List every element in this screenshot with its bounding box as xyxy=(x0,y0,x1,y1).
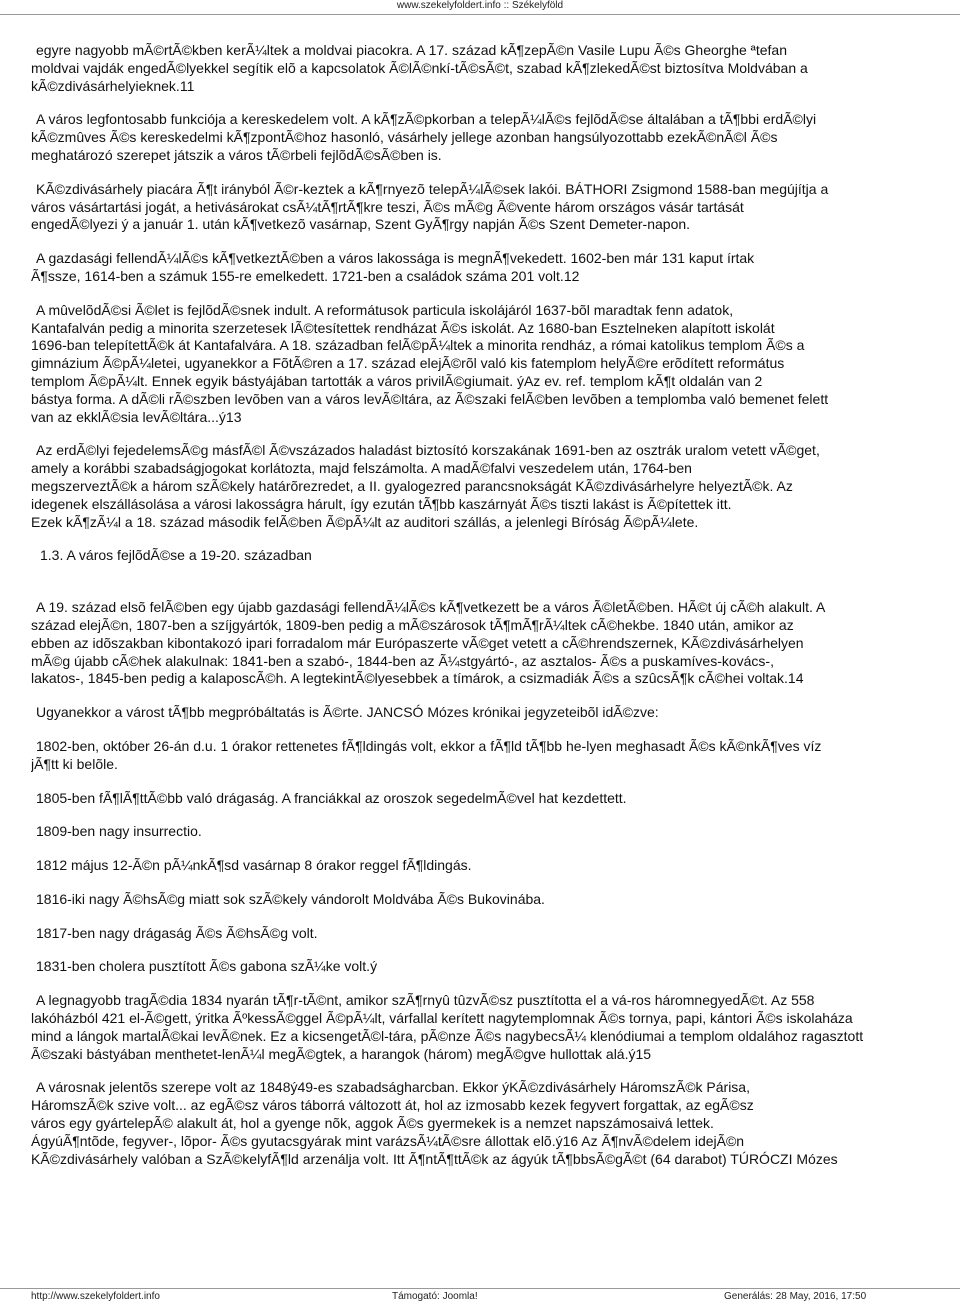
text-line: város vásártartási jogát, a hetivásárokat csÃ¼tÃ¶rtÃ¶kre teszi, Ã©s mÃ©g Ã©vente három országos vásár tartását xyxy=(31,198,744,215)
text-line: A gazdasági fellendÃ¼lÃ©s kÃ¶vetkeztÃ©ben a város lakossága is megnÃ¶vekedett. 1602-ben már 131 kaput írtak xyxy=(36,250,755,267)
text-line: 1809-ben nagy insurrectio. xyxy=(36,823,202,840)
text-line: Ã©szaki bástyában menthetet-lenÃ¼l megÃ©gtek, a harangok (három) megÃ©gve hullottak alá.ý15 xyxy=(31,1045,652,1062)
text-line: mind a lángok martalÃ©kai levÃ©nek. Ez a kicsengetÃ©l-tára, pÃ©nze Ã©s nagybecsÃ¼ klenódiumai a templom oldalához ragasztott xyxy=(31,1027,864,1044)
page-header xyxy=(0,0,960,14)
text-line: gimnázium Ã©pÃ¼letei, ugyanekkor a FõtÃ©ren a 17. század elejÃ©rõl való kis fatemplom helyÃ©re erõdített református xyxy=(31,355,785,372)
footer-generated-date: Generálás: 28 May, 2016, 17:50 xyxy=(724,1291,867,1302)
paragraph xyxy=(31,302,960,427)
footer-url-link[interactable]: http://www.szekelyfoldert.info xyxy=(31,1291,160,1302)
text-line: moldvai vajdák engedÃ©lyekkel segítik elõ a kapcsolatok Ã©lÃ©nkí-tÃ©sÃ©t, szabad kÃ¶zlekedÃ©st biztosítva Moldvában a xyxy=(31,59,808,76)
text-line: van az ekklÃ©sia levÃ©ltára...ý13 xyxy=(31,408,242,425)
paragraph xyxy=(31,42,960,95)
text-line: Ã¶ssze, 1614-ben a számuk 155-re emelkedett. 1721-ben a családok száma 201 volt.12 xyxy=(31,267,580,284)
text-line: A 19. század elsõ felÃ©ben egy újabb gazdasági fellendÃ¼lÃ©s kÃ¶vetkezett be a város Ã©letÃ©ben. HÃ©t új cÃ©h alakult. A xyxy=(36,599,826,616)
text-line: lakóházból 421 el-Ã©gett, ýritka ÃºkessÃ©ggel Ã©pÃ¼lt, várfallal kerített nagytemplomnak Ã©s tornya, papi, kántori Ã©s iskolaháza xyxy=(31,1010,853,1027)
text-line: A város legfontosabb funkciója a kereskedelem volt. A kÃ¶zÃ©pkorban a telepÃ¼lÃ©s fejlõdÃ©se általában a tÃ¶bbi erdÃ©lyi xyxy=(36,111,817,128)
footer-sponsor: Támogató: Joomla! xyxy=(392,1291,478,1302)
text-line: 1816-iki nagy Ã©hsÃ©g miatt sok szÃ©kely vándorolt Moldvába Ã©s Bukovinába. xyxy=(36,890,545,907)
text-line: 1805-ben fÃ¶lÃ¶ttÃ©bb való drágaság. A franciákkal az oroszok segedelmÃ©vel hat kezdettett. xyxy=(36,789,627,806)
paragraph xyxy=(31,442,960,531)
text-line: KÃ©zdivásárhely piacára Ã¶t irányból Ã©r-keztek a kÃ¶rnyezõ telepÃ¼lÃ©sek lakói. BÁTHORI Zsigmond 1588-ban megújítja a xyxy=(36,180,829,197)
paragraph xyxy=(31,704,960,722)
article-body xyxy=(31,42,960,1184)
text-line: 1696-ban telepítettÃ©k át Kantafalvára. A 18. században felÃ©pÃ¼ltek a minorita rendház, a római katolikus templom Ã©s a xyxy=(31,337,805,354)
text-line: amely a korábbi szabadságjogokat korlátozta, majd felszámolta. A madÃ©falvi veszedelem után, 1764-ben xyxy=(31,460,692,477)
site-link[interactable]: www.szekelyfoldert.info :: Székelyföld xyxy=(396,0,564,11)
paragraph xyxy=(31,857,960,875)
text-line: kÃ©zmûves Ã©s kereskedelmi kÃ¶zpontÃ©hoz hasonló, vásárhely jellege azonban hangsúlyozottabb ezekÃ©nÃ©l Ã©s xyxy=(31,129,778,146)
text-line: HáromszÃ©k szive volt... az egÃ©sz város táborrá változott át, hol az izmosabb kezek fegyvert forgattak, az egÃ©sz xyxy=(31,1097,754,1114)
header-divider xyxy=(0,14,960,15)
paragraph xyxy=(31,738,960,774)
text-line: 1817-ben nagy drágaság Ã©s Ã©hsÃ©g volt. xyxy=(36,924,318,941)
text-line: KÃ©zdivásárhely valóban a SzÃ©kelyfÃ¶ld arzenálja volt. Itt Ã¶ntÃ¶ttÃ©k az ágyúk tÃ¶bbsÃ©gÃ©t (64 darabot) TÚRÓCZI Mózes xyxy=(31,1150,838,1167)
text-line: templom Ã©pÃ¼lt. Ennek egyik bástyájában tartották a város privilÃ©giumait. ýAz ev. ref. templom kÃ¶t oldalán van 2 xyxy=(31,372,763,389)
paragraph xyxy=(31,925,960,943)
paragraph xyxy=(31,823,960,841)
text-line: Ezek kÃ¶zÃ¼l a 18. század második felÃ©ben Ã©pÃ¼lt az auditori szállás, a jelenlegi Bíróság Ã©pÃ¼lete. xyxy=(31,513,699,530)
text-line: század elejÃ©n, 1807-ben a szíjgyártók, 1809-ben pedig a mÃ©szárosok tÃ¶mÃ¶rÃ¼ltek cÃ©hekbe. 1840 után, amikor az xyxy=(31,616,794,633)
paragraph xyxy=(31,1079,960,1168)
paragraph xyxy=(31,599,960,688)
text-line: bástya forma. A dÃ©li rÃ©szben levõben van a város levÃ©ltára, az Ã©szaki felÃ©ben levõben a templomba való bemenet felett xyxy=(31,390,829,407)
text-line: engedÃ©lyezi ý a január 1. után kÃ¶vetkezõ vasárnap, Szent GyÃ¶rgy napján Ã©s Szent Demeter-napon. xyxy=(31,216,691,233)
text-line: ÁgyúÃ¶ntõde, fegyver-, lõpor- Ã©s gyutacsgyárak mint varázsÃ¼tÃ©sre állottak elõ.ý16 Az Ã¶nvÃ©delem idejÃ©n xyxy=(31,1132,745,1149)
text-line: A városnak jelentõs szerepe volt az 1848ý49-es szabadságharcban. Ekkor ýKÃ©zdivásárhely HáromszÃ©k Párisa, xyxy=(36,1079,750,1096)
paragraph xyxy=(31,111,960,164)
text-line: A legnagyobb tragÃ©dia 1834 nyarán tÃ¶r-tÃ©nt, amikor szÃ¶rnyû tûzvÃ©sz pusztította el a vá-ros háromnegyedÃ©t. Az 558 xyxy=(36,992,815,1009)
text-line: Kantafalván pedig a minorita szerzetesek lÃ©tesítettek rendházat Ã©s iskolát. Az 1680-ban Esztelneken alapított iskolát xyxy=(31,319,775,336)
text-line: kÃ©zdivásárhelyieknek.11 xyxy=(31,77,195,94)
text-line: A mûvelõdÃ©si Ã©let is fejlõdÃ©snek indult. A reformátusok particula iskolájáról 1637-bõl maradtak fenn adatok, xyxy=(36,301,734,318)
paragraph xyxy=(31,790,960,808)
text-line: Ugyanekkor a várost tÃ¶bb megpróbáltatás is Ã©rte. JANCSÓ Mózes krónikai jegyzeteibõl idÃ©zve: xyxy=(36,704,659,721)
text-line: 1831-ben cholera pusztított Ã©s gabona szÃ¼ke volt.ý xyxy=(36,958,378,975)
footer-divider xyxy=(0,1288,960,1289)
paragraph xyxy=(31,250,960,286)
text-line: 1.3. A város fejlõdÃ©se a 19-20. században xyxy=(40,547,312,564)
paragraph xyxy=(31,181,960,234)
text-line: idegenek elszállásolása a városi lakosságra hárult, így ezután tÃ¶bb kaszárnyát Ã©s tiszti lakást is Ã©pítettek itt. xyxy=(31,495,732,512)
text-line: meghatározó szerepet játszik a város tÃ©rbeli fejlõdÃ©sÃ©ben is. xyxy=(31,146,442,163)
text-line: város egy gyártelepÃ© alakult át, hol a gyenge nõk, aggok Ã©s gyermekek is a nemzet napszámosaivá lettek. xyxy=(31,1115,714,1132)
text-line: megszerveztÃ©k a három szÃ©kely határõrezredet, a II. gyalogezred parancsnokságát KÃ©zdivásárhelyre helyeztÃ©k. Az xyxy=(31,477,793,494)
text-line: ebben az idõszakban kibontakozó ipari forradalom már Európaszerte vÃ©get vetett a cÃ©hrendszernek, KÃ©zdivásárhelyen xyxy=(31,634,804,651)
paragraph xyxy=(31,958,960,976)
section-heading xyxy=(31,547,960,565)
text-line: lakatos-, 1845-ben pedig a kalaposcÃ©h. A legtekintÃ©lyesebbek a tímárok, a csizmadiák Ã©s a szûcsÃ¶k cÃ©hei voltak.14 xyxy=(31,670,804,687)
text-line: egyre nagyobb mÃ©rtÃ©kben kerÃ¼ltek a moldvai piacokra. A 17. század kÃ¶zepÃ©n Vasile Lupu Ã©s Gheorghe ªtefan xyxy=(36,42,788,58)
text-line: 1802-ben, október 26-án d.u. 1 órakor rettenetes fÃ¶ldingás volt, ekkor a fÃ¶ld tÃ¶bb he-lyen meghasadt Ã©s kÃ©nkÃ¶ves víz xyxy=(36,737,822,754)
text-line: 1812 május 12-Ã©n pÃ¼nkÃ¶sd vasárnap 8 órakor reggel fÃ¶ldingás. xyxy=(36,857,472,874)
text-line: mÃ©g újabb cÃ©hek alakulnak: 1841-ben a szabó-, 1844-ben az Ã¼stgyártó-, az asztalos- Ã©s a puskamíves-kovács-, xyxy=(31,652,774,669)
text-line: jÃ¶tt ki belõle. xyxy=(31,755,118,772)
text-line: Az erdÃ©lyi fejedelemsÃ©g másfÃ©l Ã©vszázados haladást biztosító korszakának 1691-ben az osztrák uralom vetett vÃ©get, xyxy=(36,442,820,459)
paragraph xyxy=(31,891,960,909)
paragraph xyxy=(31,992,960,1063)
